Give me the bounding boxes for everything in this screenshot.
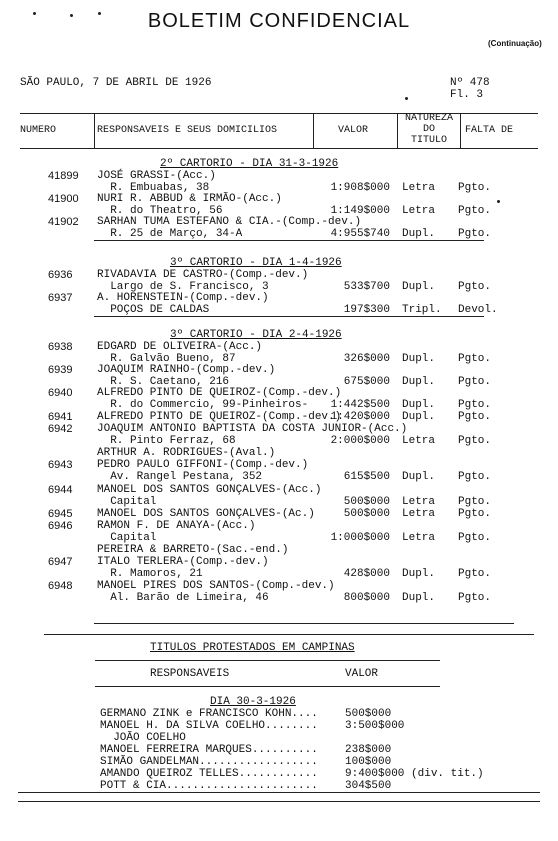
row-responsavel: ALFREDO PINTO DE QUEIROZ-(Comp.-dev.)	[97, 387, 342, 399]
row-responsavel: PEREIRA & BARRETO-(Sac.-end.)	[97, 544, 289, 556]
row-natureza: Tripl.	[402, 304, 442, 316]
ink-speck	[497, 200, 500, 203]
row-valor: 675$000	[343, 376, 390, 388]
campinas-row-responsavel: GERMANO ZINK e FRANCISCO KOHN....	[100, 708, 318, 720]
row-natureza: Dupl.	[402, 353, 436, 365]
ink-speck	[33, 12, 36, 15]
row-valor: 500$000	[343, 508, 390, 520]
row-valor: 1:149$000	[330, 205, 390, 217]
row-responsavel: ITALO TERLERA-(Comp.-dev.)	[97, 556, 269, 568]
document-title: BOLETIM CONFIDENCIAL	[147, 10, 411, 32]
row-responsavel: Largo de S. Francisco, 3	[97, 281, 269, 293]
row-valor: 615$500	[343, 471, 390, 483]
row-natureza: Dupl.	[402, 228, 436, 240]
row-responsavel: R. do Commercio, 99-Pinheiros-	[97, 399, 309, 411]
row-responsavel: R. 25 de Março, 34-A	[97, 228, 243, 240]
row-responsavel: R. do Theatro, 56	[97, 205, 223, 217]
row-valor: 800$000	[343, 592, 390, 604]
header-bottom-rule	[20, 148, 538, 149]
row-falta: Pgto.	[458, 592, 492, 604]
row-responsavel: MANOEL DOS SANTOS GONÇALVES-(Ac.)	[97, 508, 315, 520]
row-responsavel: Av. Rangel Pestana, 352	[97, 471, 263, 483]
section-heading: 3º CARTORIO - DIA 1-4-1926	[170, 257, 342, 269]
sheet-number: Fl. 3	[450, 89, 484, 101]
row-falta: Pgto.	[458, 228, 492, 240]
row-natureza: Dupl.	[402, 471, 436, 483]
col-header-falta: FALTA DE	[465, 125, 514, 136]
col-header-responsaveis: RESPONSAVEIS E SEUS DOMICILIOS	[97, 125, 278, 136]
col-header-natureza: NATUREZA DO TITULO	[404, 113, 453, 146]
row-number: 6945	[48, 508, 73, 520]
row-responsavel: R. Embuabas, 38	[97, 182, 210, 194]
row-valor: 1:908$000	[330, 182, 390, 194]
campinas-row-responsavel: AMANDO QUEIROZ TELLES............	[100, 768, 318, 780]
row-responsavel: R. Pinto Ferraz, 68	[97, 435, 236, 447]
campinas-row-responsavel: MANOEL FERREIRA MARQUES..........	[100, 744, 318, 756]
row-responsavel: R. Galvão Bueno, 87	[97, 353, 236, 365]
section-rule	[94, 316, 484, 317]
bulletin-number: Nº 478	[450, 77, 490, 89]
row-number: 6937	[48, 292, 73, 304]
bottom-rule	[18, 792, 540, 793]
row-natureza: Dupl.	[402, 376, 436, 388]
row-number: 6940	[48, 387, 73, 399]
campinas-row-responsavel: POTT & CIA.......................	[100, 780, 318, 792]
row-falta: Pgto.	[458, 182, 492, 194]
row-natureza: Letra	[402, 508, 436, 520]
campinas-row-valor: 238$000	[345, 744, 392, 756]
row-natureza: Dupl.	[402, 568, 436, 580]
city-date: SÃO PAULO, 7 DE ABRIL DE 1926	[20, 77, 212, 89]
row-natureza: Dupl.	[402, 592, 436, 604]
row-number: 6939	[48, 364, 73, 376]
row-falta: Pgto.	[458, 376, 492, 388]
row-falta: Pgto.	[458, 353, 492, 365]
row-natureza: Letra	[402, 435, 436, 447]
row-responsavel: NURI R. ABBUD & IRMÃO-(Acc.)	[97, 193, 282, 205]
row-number: 41902	[48, 216, 79, 228]
row-responsavel: MANOEL PIRES DOS SANTOS-(Comp.-dev.)	[97, 580, 335, 592]
row-responsavel: MANOEL DOS SANTOS GONÇALVES-(Acc.)	[97, 484, 322, 496]
section-rule	[94, 240, 484, 241]
continuation-label: (Continuação)	[488, 39, 542, 48]
campinas-title: TITULOS PROTESTADOS EM CAMPINAS	[150, 642, 355, 654]
row-responsavel: POÇOS DE CALDAS	[97, 304, 210, 316]
campinas-row-responsavel: JOÃO COELHO	[100, 732, 186, 744]
campinas-col-valor: VALOR	[345, 668, 379, 680]
row-number: 6943	[48, 459, 73, 471]
row-responsavel: A. HORENSTEIN-(Comp.-dev.)	[97, 292, 269, 304]
row-number: 6936	[48, 269, 73, 281]
campinas-row-valor: 3:500$000	[345, 720, 405, 732]
col-divider	[397, 113, 398, 148]
row-falta: Pgto.	[458, 205, 492, 217]
campinas-row-valor: 100$000	[345, 756, 392, 768]
ink-speck	[405, 97, 408, 100]
row-number: 6947	[48, 556, 73, 568]
row-valor: 500$000	[343, 496, 390, 508]
row-responsavel: Al. Barão de Limeira, 46	[97, 592, 269, 604]
row-falta: Pgto.	[458, 532, 492, 544]
row-natureza: Letra	[402, 532, 436, 544]
row-number: 6941	[48, 411, 73, 423]
row-responsavel: ALFREDO PINTO DE QUEIROZ-(Comp.-dev.)	[97, 411, 342, 423]
section-rule	[44, 634, 534, 635]
campinas-date: DIA 30-3-1926	[210, 696, 296, 708]
row-number: 41899	[48, 170, 79, 182]
col-divider	[313, 113, 314, 148]
row-responsavel: JOAQUIM ANTONIO BAPTISTA DA COSTA JUNIOR-(Acc.)	[97, 423, 408, 435]
row-responsavel: Capital	[97, 532, 157, 544]
row-number: 6944	[48, 484, 73, 496]
row-responsavel: RIVADAVIA DE CASTRO-(Comp.-dev.)	[97, 269, 309, 281]
section-heading: 3º CARTORIO - DIA 2-4-1926	[170, 329, 342, 341]
row-number: 6948	[48, 580, 73, 592]
row-falta: Pgto.	[458, 399, 492, 411]
row-responsavel: Capital	[97, 496, 157, 508]
row-number: 41900	[48, 193, 79, 205]
col-header-valor: VALOR	[338, 125, 369, 136]
col-divider	[460, 113, 461, 148]
row-number: 6942	[48, 423, 73, 435]
row-natureza: Dupl.	[402, 399, 436, 411]
campinas-col-responsaveis: RESPONSAVEIS	[150, 668, 230, 680]
row-valor: 4:955$740	[330, 228, 390, 240]
row-valor: 197$300	[343, 304, 390, 316]
row-falta: Pgto.	[458, 281, 492, 293]
row-falta: Pgto.	[458, 508, 492, 520]
row-valor: 533$700	[343, 281, 390, 293]
campinas-row-responsavel: MANOEL H. DA SILVA COELHO........	[100, 720, 318, 732]
row-valor: 326$000	[343, 353, 390, 365]
row-responsavel: JOSÉ GRASSI-(Acc.)	[97, 170, 216, 182]
row-falta: Pgto.	[458, 435, 492, 447]
row-valor: 2:000$000	[330, 435, 390, 447]
section-rule	[94, 623, 514, 624]
row-natureza: Letra	[402, 205, 436, 217]
col-divider	[94, 113, 95, 148]
row-responsavel: SARHAN TUMA ESTEFANO & CIA.-(Comp.-dev.)	[97, 216, 362, 228]
row-falta: Pgto.	[458, 471, 492, 483]
row-valor: 428$000	[343, 568, 390, 580]
row-falta: Pgto.	[458, 411, 492, 423]
bottom-rule	[18, 801, 540, 802]
row-responsavel: R. Mamoros, 21	[97, 568, 203, 580]
campinas-row-valor: 304$500	[345, 780, 392, 792]
row-responsavel: ARTHUR A. RODRIGUES-(Aval.)	[97, 447, 276, 459]
row-responsavel: RAMON F. DE ANAYA-(Acc.)	[97, 520, 256, 532]
campinas-rule	[95, 686, 440, 687]
ink-speck	[98, 12, 101, 15]
campinas-rule	[95, 660, 440, 661]
row-valor: 1:420$000	[330, 411, 390, 423]
section-heading: 2º CARTORIO - DIA 31-3-1926	[160, 158, 339, 170]
ink-speck	[70, 14, 73, 17]
row-responsavel: EDGARD DE OLIVEIRA-(Acc.)	[97, 341, 263, 353]
row-natureza: Letra	[402, 182, 436, 194]
campinas-row-valor: 500$000	[345, 708, 392, 720]
campinas-row-valor: 9:400$000 (div. tit.)	[345, 768, 484, 780]
row-responsavel: R. S. Caetano, 216	[97, 376, 230, 388]
row-natureza: Letra	[402, 496, 436, 508]
row-number: 6946	[48, 520, 73, 532]
row-number: 6938	[48, 341, 73, 353]
row-falta: Pgto.	[458, 496, 492, 508]
row-natureza: Dupl.	[402, 411, 436, 423]
campinas-row-responsavel: SIMÃO GANDELMAN..................	[100, 756, 318, 768]
row-responsavel: JOAQUIM RAINHO-(Comp.-dev.)	[97, 364, 276, 376]
row-valor: 1:442$500	[330, 399, 390, 411]
row-responsavel: PEDRO PAULO GIFFONI-(Comp.-dev.)	[97, 459, 309, 471]
row-falta: Devol.	[458, 304, 498, 316]
row-natureza: Dupl.	[402, 281, 436, 293]
row-valor: 1:000$000	[330, 532, 390, 544]
col-header-numero: NUMERO	[20, 125, 57, 136]
row-falta: Pgto.	[458, 568, 492, 580]
